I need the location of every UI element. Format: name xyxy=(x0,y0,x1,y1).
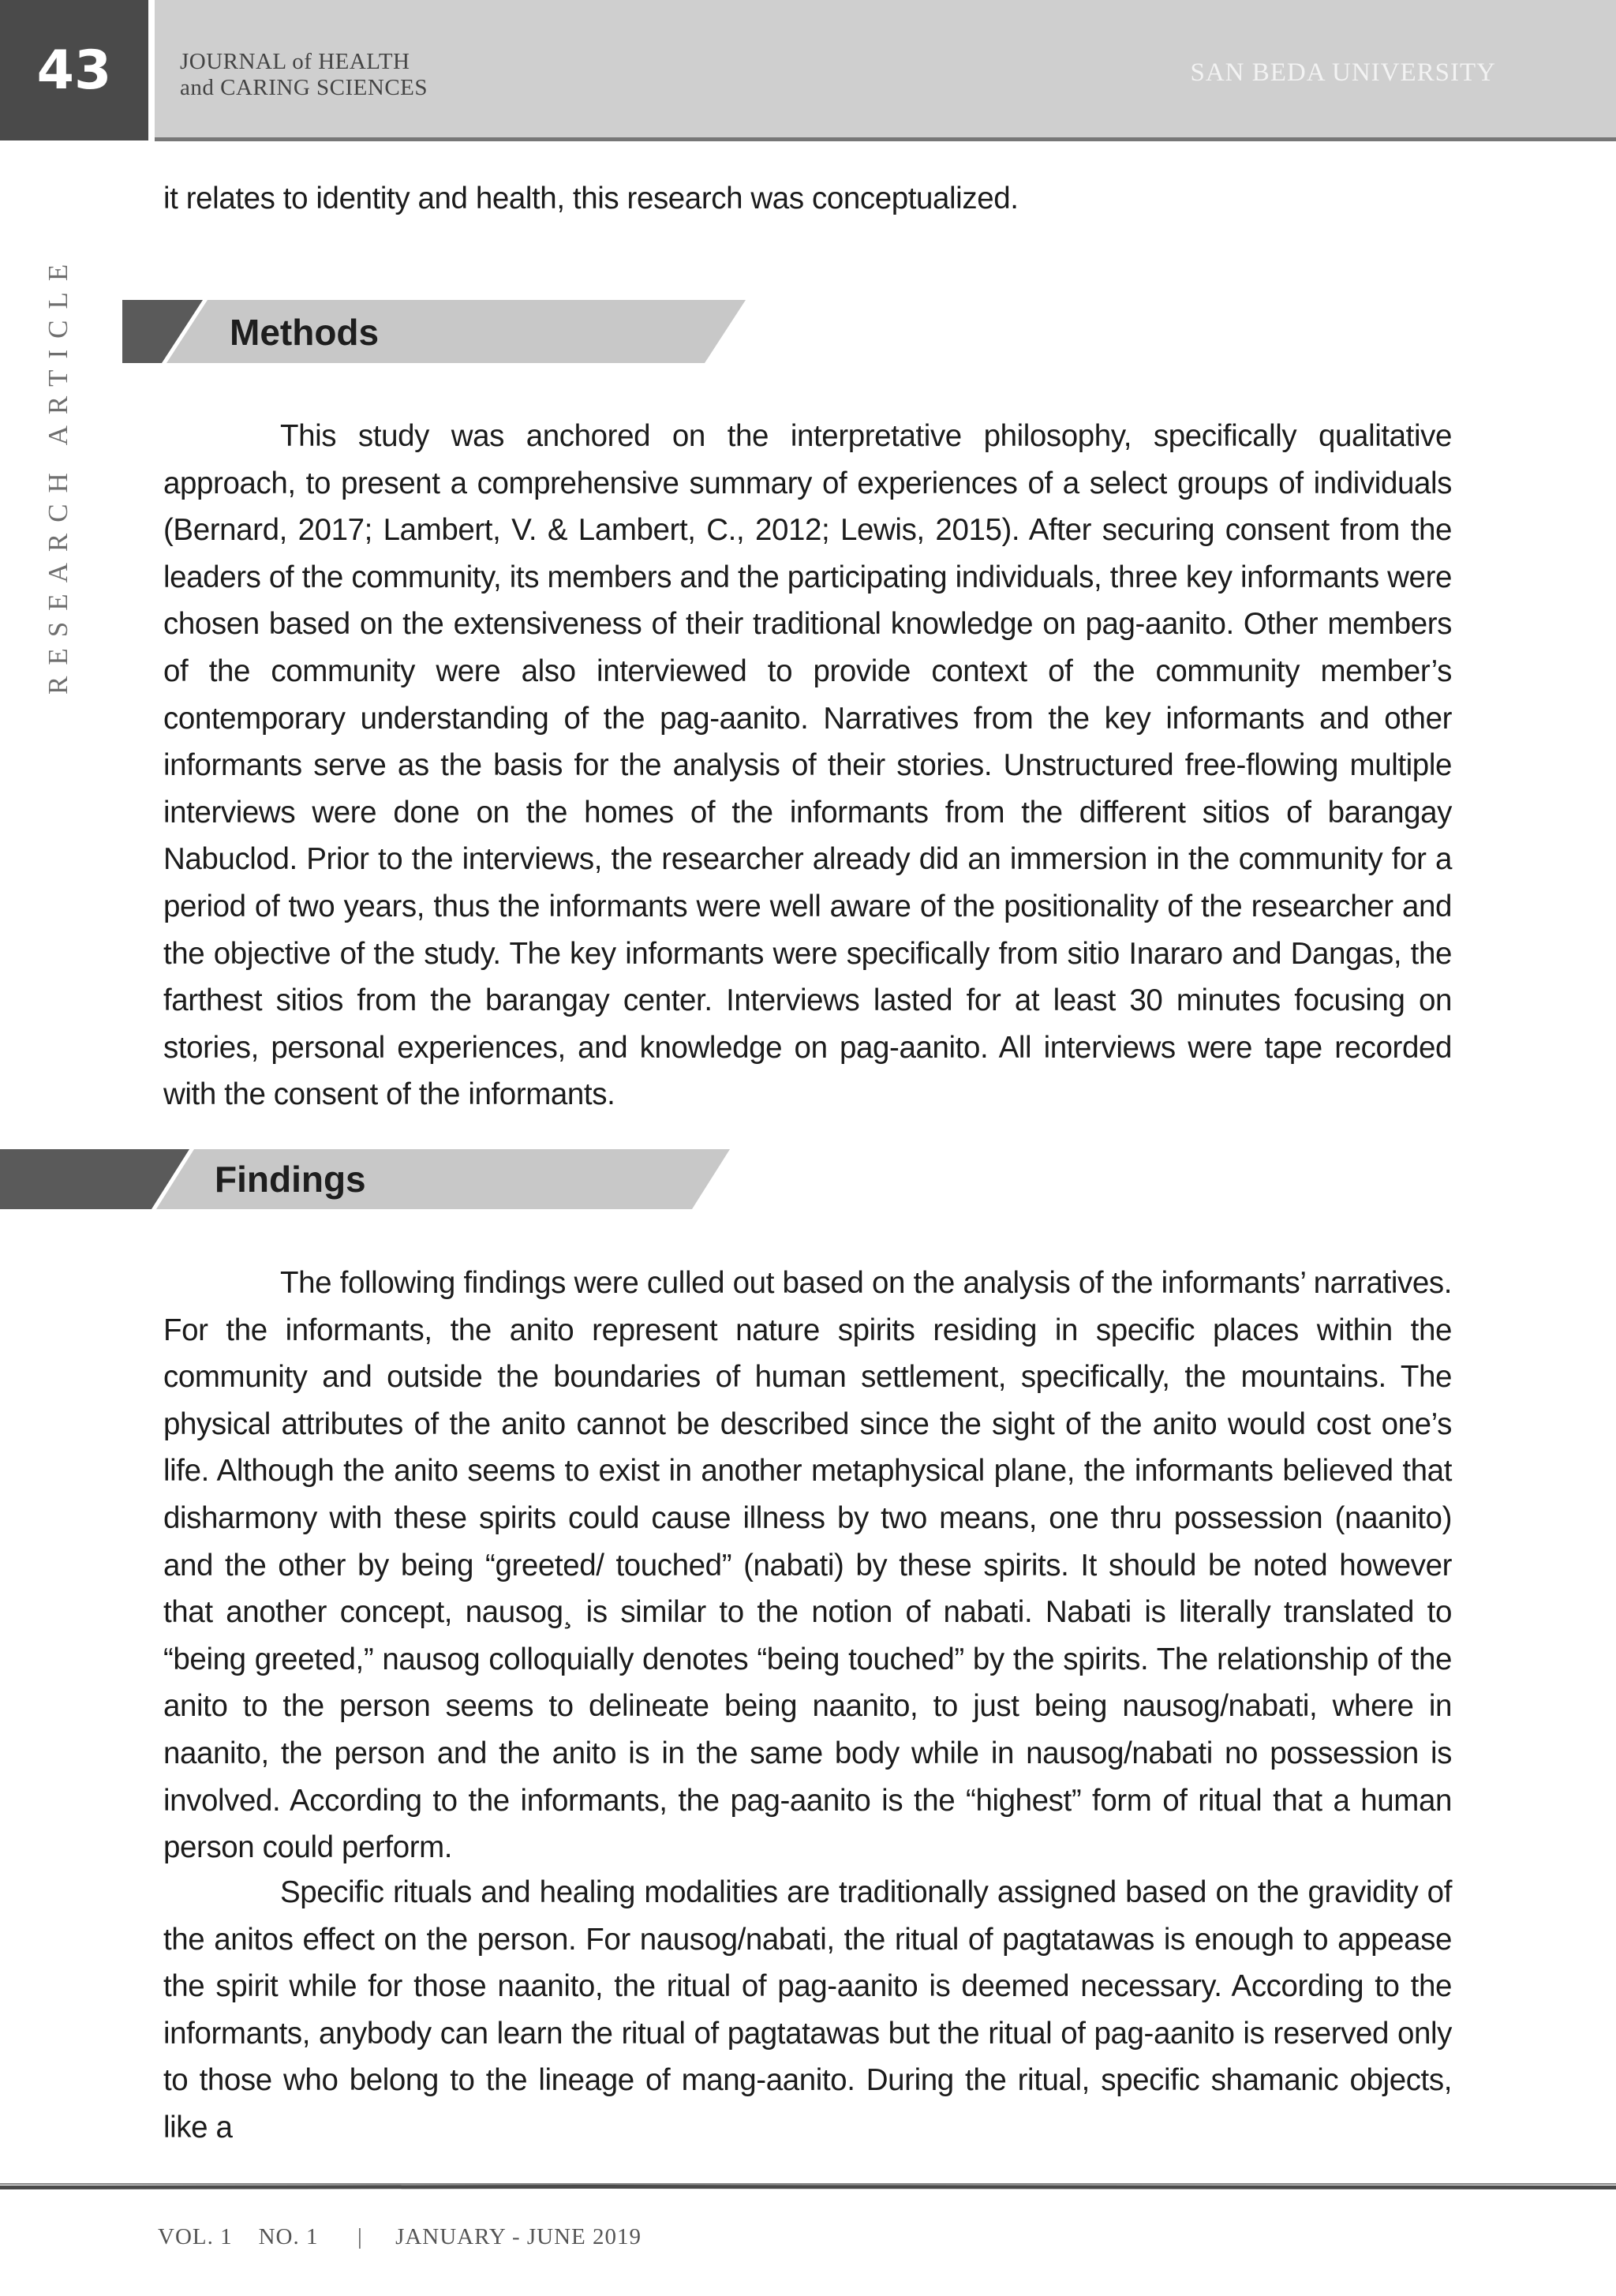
findings-body-2 xyxy=(163,1869,1452,2152)
footer-volume: VOL. 1 xyxy=(158,2224,233,2249)
article-type-label: RESEARCH ARTICLE xyxy=(43,253,73,695)
findings-body-1 xyxy=(163,1260,1452,1871)
journal-title-line2: and CARING SCIENCES xyxy=(180,75,428,100)
page-number: 43 xyxy=(0,0,148,140)
methods-body xyxy=(163,413,1452,1118)
journal-title xyxy=(180,49,428,101)
intro-text xyxy=(163,175,1452,223)
intro-line: it relates to identity and health, this research was conceptualized. xyxy=(163,182,1019,215)
findings-paragraph-2: Specific rituals and healing modalities are traditionally assigned based on the gravidity of the anitos effect on the person. For nausog/nabati, the ritual of pagtatawas is enough to appease the spirit while for those naanito, the ritual of pag-aanito is deemed necessary. According to the informants, anybody can learn the ritual of pagtatawas but the ritual of pag-aanito is reserved only to those who belong to the lineage of mang-aanito. During the ritual, specific shamanic objects, like a xyxy=(163,1875,1452,2144)
university-name: SAN BEDA UNIVERSITY xyxy=(1190,58,1496,87)
header-divider xyxy=(155,137,1616,141)
footer-issue: NO. 1 xyxy=(258,2224,319,2249)
findings-heading-banner xyxy=(0,1149,742,1209)
findings-heading: Findings xyxy=(215,1159,366,1200)
footer-citation xyxy=(158,2224,642,2250)
footer-separator: | xyxy=(357,2224,363,2249)
footer-period: JANUARY - JUNE 2019 xyxy=(395,2224,642,2249)
footer-divider xyxy=(0,2180,1616,2191)
methods-heading: Methods xyxy=(230,312,380,353)
journal-title-line1: JOURNAL of HEALTH xyxy=(180,49,410,74)
findings-paragraph-1: The following findings were culled out based on the analysis of the informants’ narratives. For the informants, the anito represent nature spirits residing in specific places within the community and outside the boundaries of human settlement, specifically, the mountains. The physical attributes of the anito cannot be described since the sight of the anito would cost one’s life. Although the anito seems to exist in another metaphysical plane, the informants believed that disharmony with these spirits could cause illness by two means, one thru possession (naanito) and the other by being “greeted/ touched” (nabati) by these spirits. It should be noted however that another concept, nausog¸ is similar to the notion of nabati. Nabati is literally translated to “being greeted,” nausog colloquially denotes “being touched” by the spirits. The relationship of the anito to the person seems to delineate being naanito, to just being nausog/nabati, where in naanito, the person and the anito is in the same body while in nausog/nabati no possession is involved. According to the informants, the pag-aanito is the “highest” form of ritual that a human person could perform. xyxy=(163,1266,1452,1865)
methods-paragraph: This study was anchored on the interpretative philosophy, specifically qualitative approach, to present a comprehensive summary of experiences of a select groups of individuals (Bernard, 2017; Lambert, V. & Lambert, C., 2012; Lewis, 2015). After securing consent from the leaders of the community, its members and the participating individuals, three key informants were chosen based on the extensiveness of their traditional knowledge on pag-aanito. Other members of the community were also interviewed to provide context of the community member’s contemporary understanding of the pag-aanito. Narratives from the key informants and other informants serve as the basis for the analysis of their stories. Unstructured free-flowing multiple interviews were done on the homes of the informants from the different sitios of barangay Nabuclod. Prior to the interviews, the researcher already did an immersion in the community for a period of two years, thus the informants were well aware of the positionality of the researcher and the objective of the study. The key informants were specifically from sitio Inararo and Dangas, the farthest sitios from the barangay center. Interviews lasted for at least 30 minutes focusing on stories, personal experiences, and knowledge on pag-aanito. All interviews were tape recorded with the consent of the informants. xyxy=(163,419,1452,1112)
